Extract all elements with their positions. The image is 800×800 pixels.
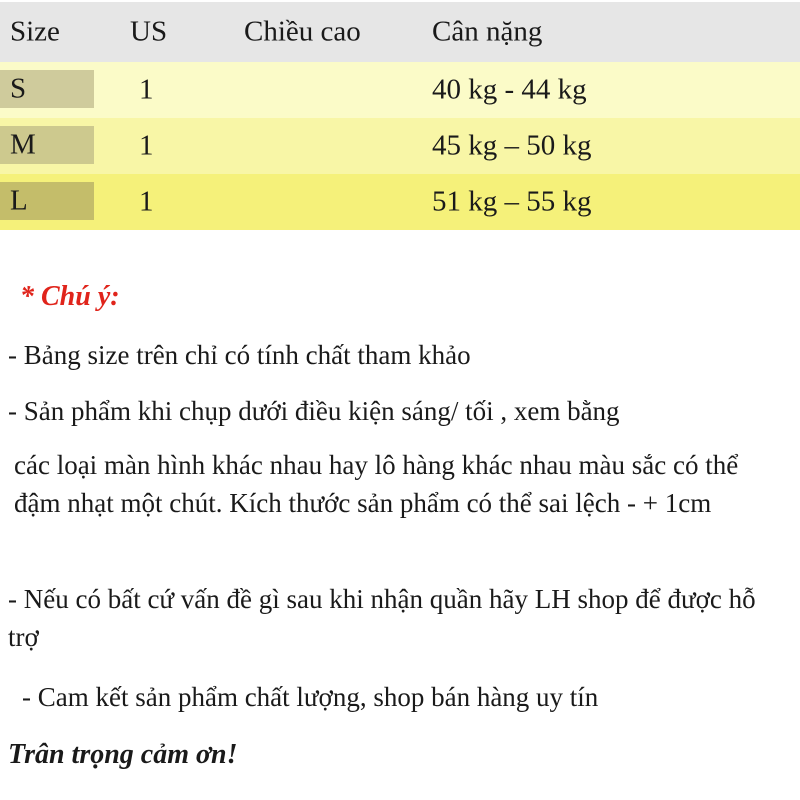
us-cell: 1 [139,129,154,162]
header-height: Chiều cao [244,15,361,48]
table-row [0,62,800,118]
size-cell: L [10,184,28,217]
weight-cell: 45 kg – 50 kg [432,129,592,162]
note-title: * Chú ý: [20,281,120,312]
size-table [0,2,800,230]
weight-cell: 40 kg - 44 kg [432,73,587,106]
us-cell: 1 [139,185,154,218]
table-row [0,118,800,174]
header-weight: Cân nặng [432,15,543,48]
table-row [0,174,800,230]
size-cell: M [10,128,36,161]
note-line: - Sản phẩm khi chụp dưới điều kiện sáng/ tối , xem bằng [8,396,620,426]
note-line: - Nếu có bất cứ vấn đề gì sau khi nhận quần hãy LH shop để được hỗ trợ [8,584,756,652]
size-cell-swatch [0,126,94,164]
weight-cell: 51 kg – 55 kg [432,185,592,218]
size-cell-swatch [0,70,94,108]
size-cell: S [10,72,27,105]
us-cell: 1 [139,73,154,106]
size-cell-swatch [0,182,94,220]
header-us: US [130,15,168,48]
header-size: Size [10,15,60,48]
note-line: - Bảng size trên chỉ có tính chất tham khảo [8,340,471,370]
table-header-row [0,2,800,62]
note-line: - Cam kết sản phẩm chất lượng, shop bán hàng uy tín [22,682,599,712]
closing-text: Trân trọng cảm ơn! [8,739,238,770]
note-line: các loại màn hình khác nhau hay lô hàng khác nhau màu sắc có thể đậm nhạt một chút. Kích thước sản phẩm có thể sai lệch - + 1cm [14,450,739,518]
